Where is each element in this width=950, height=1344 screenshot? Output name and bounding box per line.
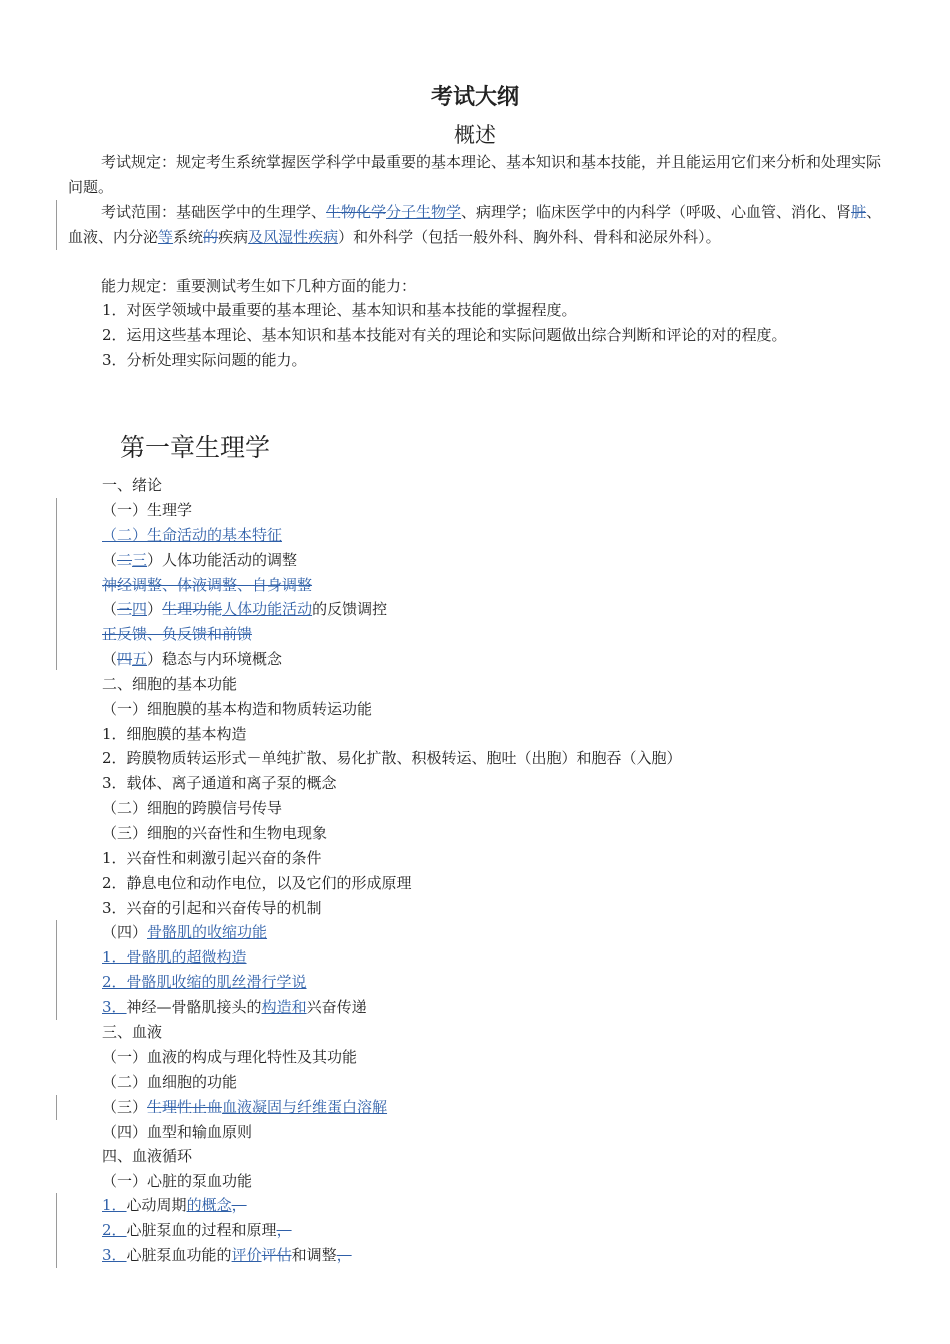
text: 兴奋传递 [306,998,367,1016]
outline-item [102,995,367,1020]
outline-item: 1．兴奋性和刺激引起兴奋的条件 [102,849,322,867]
outline-item: （一）心脏的泵血功能 [102,1172,253,1190]
outline-item-inserted: 2．骨骼肌收缩的肌丝滑行学说 [102,973,307,991]
revision-bar [56,200,57,250]
outline-item [102,1095,387,1120]
deleted-text: ， [231,1196,247,1214]
outline-item-inserted: （二）生命活动的基本特征 [102,526,283,544]
inserted-text: 三 [132,551,148,569]
inserted-text: 及风湿性疾病 [248,228,339,246]
ability-item-3: 3．分析处理实际问题的能力。 [102,351,307,369]
outline-section: 二、细胞的基本功能 [102,675,238,693]
text: 的反馈调控 [312,600,388,618]
inserted-text: 的概念 [186,1196,232,1214]
exam-regulation-paragraph: 考试规定：规定考生系统掌握医学科学中最重要的基本理论、基本知识和基本技能，并且能运用它们来分析和处理实际问题。 [68,153,882,196]
outline-item [102,920,267,945]
outline-item [102,597,387,622]
text: 和调整 [291,1246,337,1264]
outline-item [102,548,297,573]
inserted-text: 骨骼肌的收缩功能 [147,923,268,941]
deleted-text: 生理性止血 [147,1098,223,1116]
text: ） [147,600,163,618]
section-title-overview: 概述 [454,123,496,147]
inserted-text: 四 [132,600,148,618]
scope-text: 疾病 [218,228,249,246]
outline-item: 1．细胞膜的基本构造 [102,725,247,743]
text: ）稳态与内环境概念 [147,650,283,668]
outline-item-inserted: 1．骨骼肌的超微构造 [102,948,247,966]
text: ）人体功能活动的调整 [147,551,298,569]
inserted-text: 五 [132,650,148,668]
outline-item-deleted: 神经调整、体液调整、自身调整 [102,576,313,594]
inserted-text: 分子生物学 [386,203,462,221]
scope-text: ）和外科学（包括一般外科、胸外科、骨科和泌尿外科）。 [338,228,721,246]
outline-item: 3．兴奋的引起和兴奋传导的机制 [102,899,322,917]
inserted-text: 血液凝固与纤维蛋白溶解 [222,1098,388,1116]
outline-section: 三、血液 [102,1023,163,1041]
outline-item [102,647,282,672]
inserted-text: 等 [158,228,174,246]
inserted-text: 评价 [231,1246,262,1264]
text: 心动周期 [126,1196,187,1214]
text: （四） [102,923,148,941]
text: 心脏泵血的过程和原理 [126,1221,277,1239]
scope-text: 系统 [173,228,204,246]
outline-item: （二）细胞的跨膜信号传导 [102,799,283,817]
outline-item: （二）血细胞的功能 [102,1073,238,1091]
deleted-text: 生物化学 [326,203,387,221]
ability-item-1: 1．对医学领域中最重要的基本理论、基本知识和基本技能的掌握程度。 [102,301,577,319]
inserted-text: 2． [102,1221,127,1239]
deleted-text: 四 [117,650,133,668]
revision-bar [56,920,57,1020]
deleted-text: 脏 [851,203,867,221]
text: （三） [102,1098,148,1116]
text: （ [102,551,118,569]
inserted-text: 人体功能活动 [222,600,313,618]
outline-item: 2．跨膜物质转运形式－单纯扩散、易化扩散、积极转运、胞吐（出胞）和胞吞（入胞） [102,749,682,767]
outline-item: （四）血型和输血原则 [102,1123,253,1141]
outline-item: （一）细胞膜的基本构造和物质转运功能 [102,700,373,718]
document-title: 考试大纲 [430,85,519,110]
scope-text: 、病理学；临床医学中的内科学（呼吸、心血管、消化、肾 [461,203,852,221]
deleted-text: 生理功能 [162,600,223,618]
revision-bar [56,498,57,670]
outline-item-deleted: 正反馈、负反馈和前馈 [102,625,253,643]
outline-item [102,1243,352,1268]
exam-scope-paragraph [68,200,886,250]
outline-item: （一）生理学 [102,501,193,519]
ability-intro: 能力规定：重要测试考生如下几种方面的能力： [101,277,417,295]
deleted-text: 评估 [261,1246,292,1264]
inserted-text: 构造和 [261,998,307,1016]
outline-item: （三）细胞的兴奋性和生物电现象 [102,824,328,842]
inserted-text: 3． [102,1246,127,1264]
scope-text: 考试范围：基础医学中的生理学、 [101,203,327,221]
outline-item [102,1218,292,1243]
deleted-text: ， [276,1221,292,1239]
ability-item-2: 2．运用这些基本理论、基本知识和基本技能对有关的理论和实际问题做出综合判断和评论的对的程度。 [102,326,787,344]
outline-item: 3．载体、离子通道和离子泵的概念 [102,774,337,792]
text: （ [102,600,118,618]
deleted-text: 的 [203,228,219,246]
scope-text: 、血液、内分泌 [68,203,882,246]
text: （ [102,650,118,668]
deleted-text: ， [336,1246,352,1264]
deleted-text: 三 [117,600,133,618]
outline-item [102,1193,247,1218]
text: 心脏泵血功能的 [126,1246,232,1264]
revision-bar [56,1193,57,1268]
outline-section: 四、血液循环 [102,1147,193,1165]
inserted-text: 3． [102,998,127,1016]
deleted-text: 二 [117,551,133,569]
revision-bar [56,1095,57,1120]
inserted-text: 1． [102,1196,127,1214]
outline-item: 2．静息电位和动作电位，以及它们的形成原理 [102,874,412,892]
text: 神经—骨骼肌接头的 [126,998,262,1016]
outline-section: 一、绪论 [102,476,163,494]
chapter-title: 第一章生理学 [120,433,271,462]
outline-item: （一）血液的构成与理化特性及其功能 [102,1048,358,1066]
